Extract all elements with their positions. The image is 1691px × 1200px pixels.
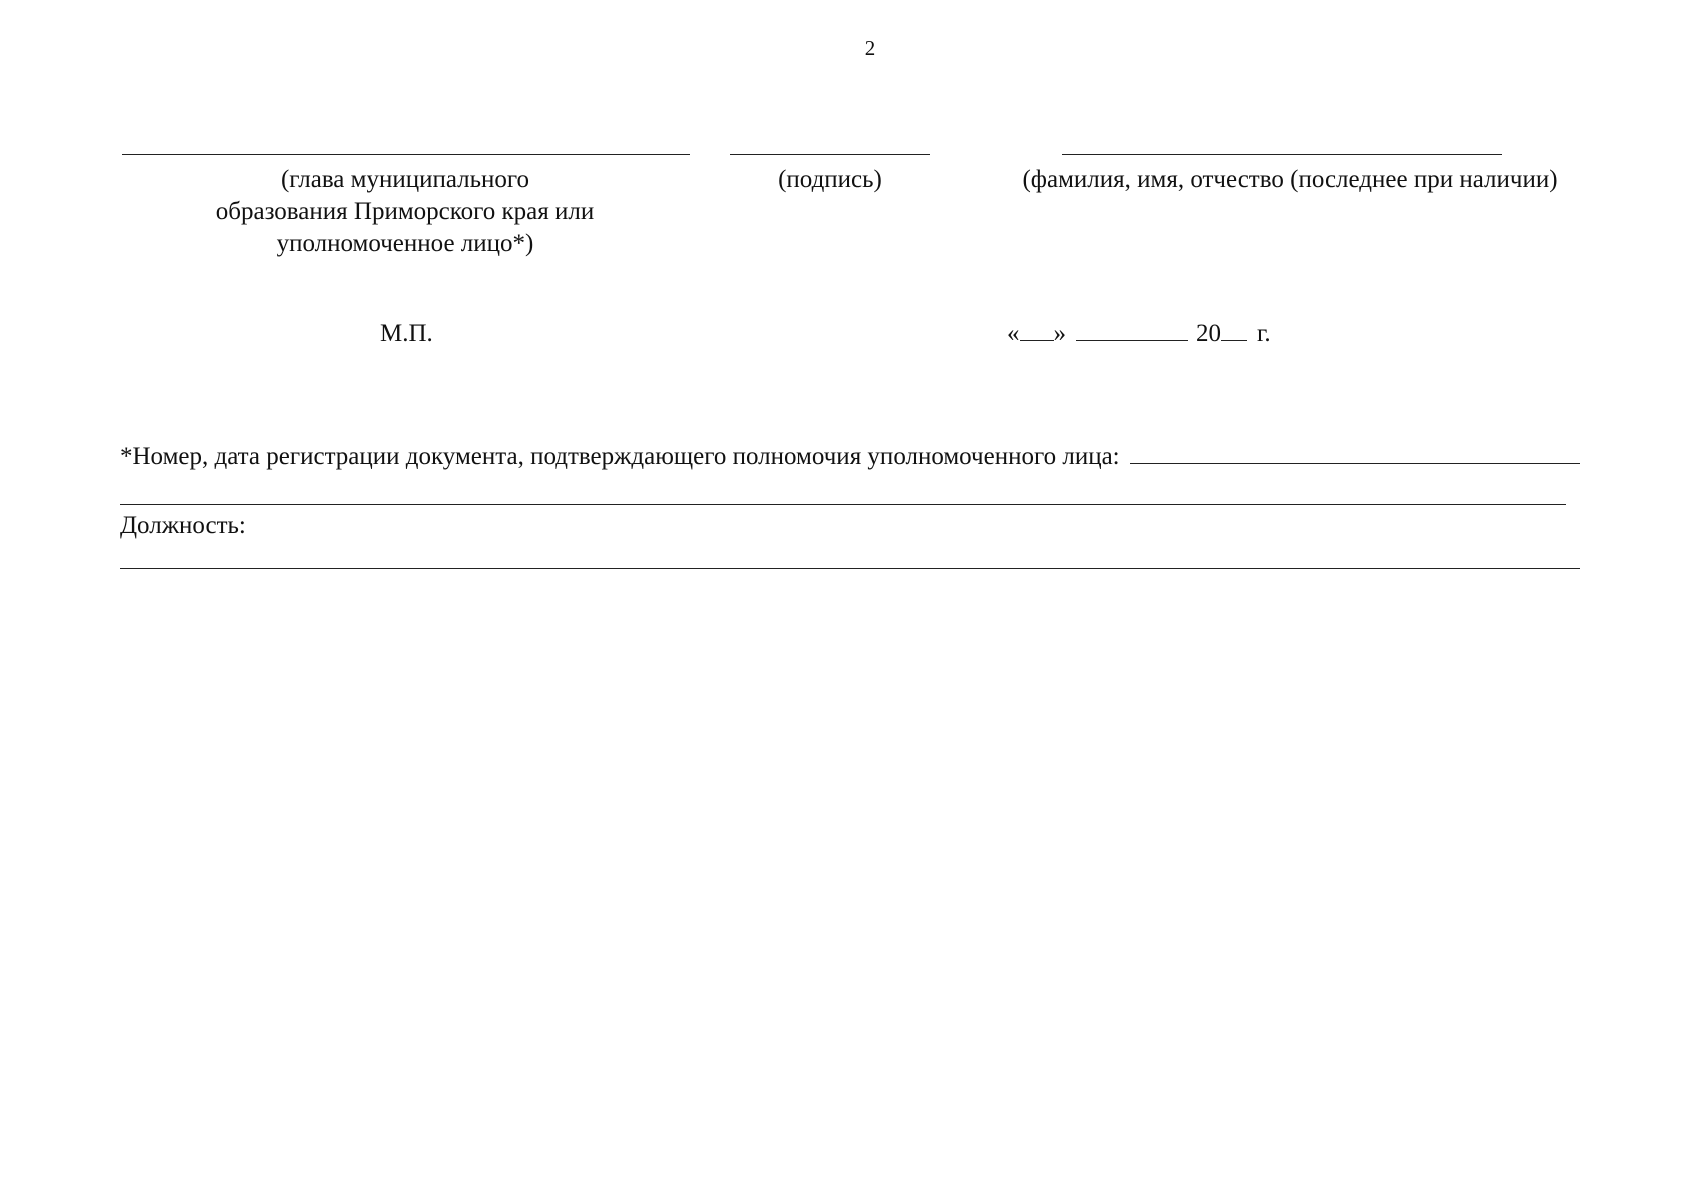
head-caption xyxy=(160,164,650,260)
month-blank[interactable] xyxy=(1076,320,1188,341)
date-field xyxy=(1007,320,1271,348)
full-name-caption: (фамилия, имя, отчество (последнее при наличии) xyxy=(1022,166,1558,193)
head-caption-line-1: (глава муниципального xyxy=(280,166,530,193)
footnote xyxy=(120,443,1580,471)
signature-caption: (подпись) xyxy=(778,166,882,193)
footnote-text: *Номер, дата регистрации документа, подтверждающего полномочия уполномоченного лица: xyxy=(120,443,1120,470)
position-label: Должность: xyxy=(120,512,246,539)
head-caption-line-3: уполномоченное лицо*) xyxy=(276,230,534,257)
day-blank[interactable] xyxy=(1020,320,1054,341)
year-suffix: г. xyxy=(1257,320,1271,347)
year-prefix: 20 xyxy=(1196,320,1221,347)
authority-document-line-2[interactable] xyxy=(120,504,1566,505)
date-open-quote: « xyxy=(1007,320,1020,347)
page-number: 2 xyxy=(864,36,876,60)
authority-document-blank[interactable] xyxy=(1130,443,1580,464)
full-name-line xyxy=(1062,154,1502,155)
signature-line xyxy=(730,154,930,155)
head-caption-line-2: образования Приморского края или xyxy=(215,198,595,225)
date-close-quote: » xyxy=(1053,320,1066,347)
stamp-placeholder: М.П. xyxy=(380,320,433,347)
head-signature-line xyxy=(122,154,690,155)
year-blank[interactable] xyxy=(1221,320,1247,341)
position-line[interactable] xyxy=(120,568,1580,569)
